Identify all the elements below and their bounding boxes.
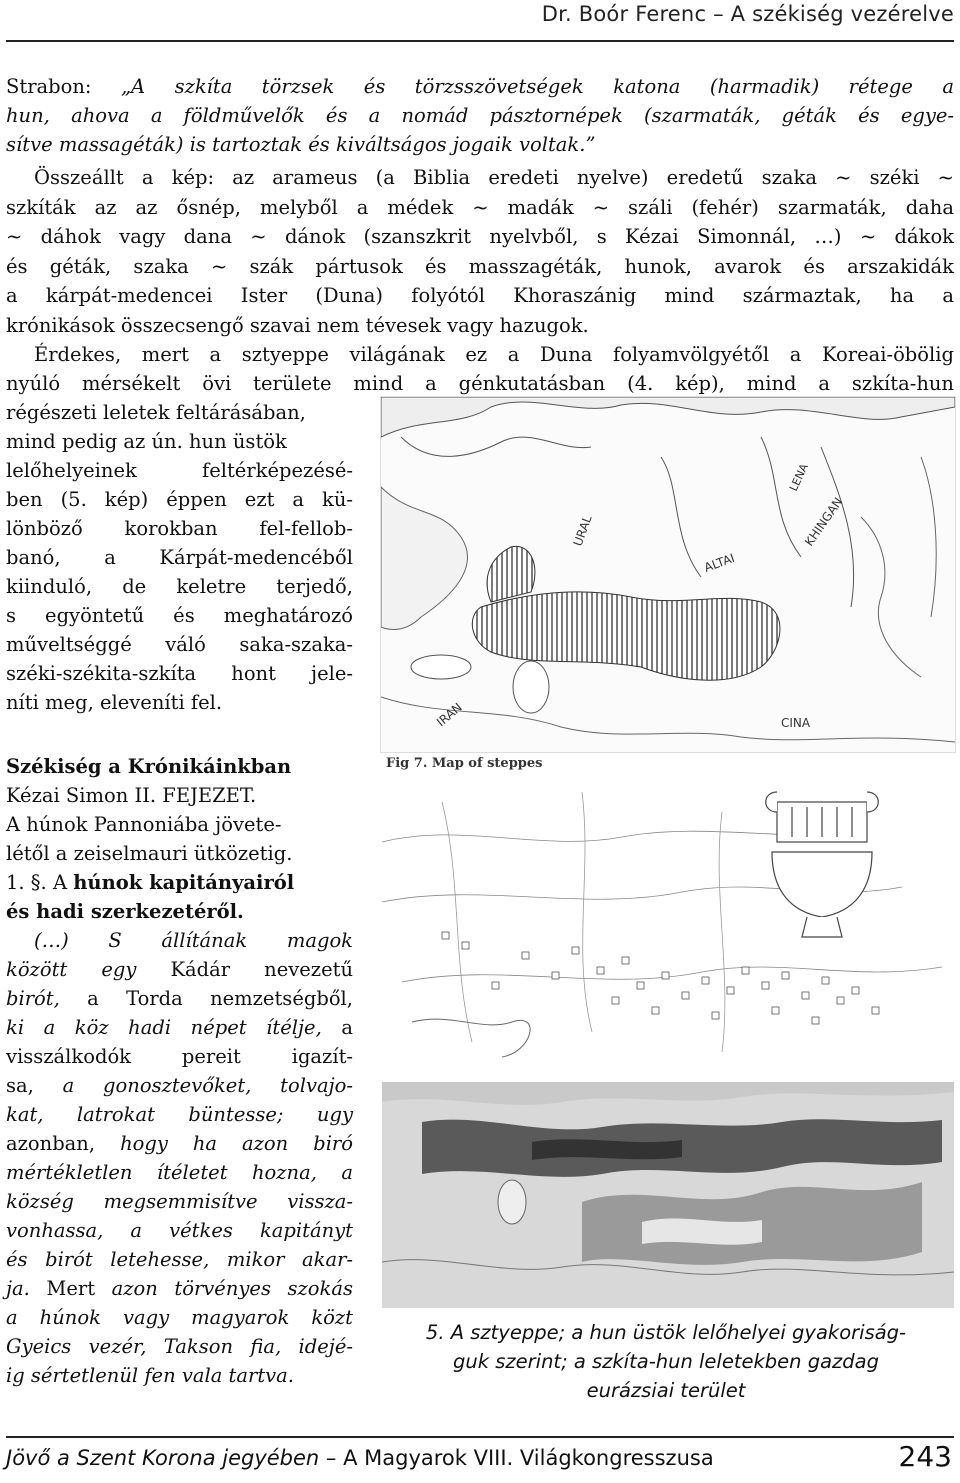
para1-line: Összeállt a kép: az arameus (a Biblia eredeti nyelve) eredetű szaka ~ széki ~ xyxy=(34,166,954,189)
footer-rule xyxy=(6,1436,954,1438)
para2-col-line: mind pedig az ún. hun üstök xyxy=(6,430,287,453)
map-label: KHINGAN xyxy=(801,494,846,549)
footer-separator: – xyxy=(319,1446,344,1470)
steppe-map-drawing xyxy=(381,397,955,752)
intro-line-2: hun, ahova a földművelők és a nomád pásztornépek (szarmaták, géták és egye- xyxy=(6,104,954,127)
intro-line-1 xyxy=(6,72,954,101)
chronicle-quote-line: vonhassa, a vétkes kapitányt xyxy=(6,1219,353,1242)
chronicle-quote-line: azonban, hogy ha azon biró xyxy=(6,1132,353,1155)
footer-text xyxy=(6,1446,714,1470)
map-label: URAL xyxy=(570,513,595,549)
section-number: 1. §. A xyxy=(6,871,74,894)
chronicle-section xyxy=(6,752,353,1390)
chronicle-quote-line: kat, latrokat büntesse; ugy xyxy=(6,1103,353,1126)
figure-5-caption-line: guk szerint; a szkíta-hun leletekben gazdag xyxy=(453,1350,879,1373)
map-label: LENA xyxy=(786,461,811,494)
intro-line-3: sítve massagéták) is tartoztak és kiváltságos jogaik voltak.” xyxy=(6,133,596,156)
chronicle-quote-line: (…) S állítának magok xyxy=(34,929,353,952)
steppe-cauldron-figure xyxy=(382,782,954,1308)
map-label: CINA xyxy=(781,716,811,730)
footer-event: A Magyarok VIII. Világkongresszusa xyxy=(343,1446,714,1470)
intro-label: Strabon: xyxy=(6,75,121,98)
chronicle-section-title xyxy=(6,868,353,897)
para2-col-line: s egyöntetű és meghatározó xyxy=(6,604,353,627)
chronicle-heading: Székiség a Krónikáinkban xyxy=(6,755,292,778)
chronicle-quote-line: ig sértetlenül fen vala tartva. xyxy=(6,1364,295,1387)
chronicle-quote-line: között egy Kádár nevezetű xyxy=(6,958,353,981)
para2-col-line: régészeti leletek feltárásában, xyxy=(6,401,306,424)
para2-col-line: ben (5. kép) éppen ezt a kü- xyxy=(6,488,353,511)
chronicle-quote-line: mértékletlen ítéletet hozna, a xyxy=(6,1161,353,1184)
map-label: IRAN xyxy=(433,700,465,730)
para2-line: nyúló mérsékelt övi területe mind a génkutatásban (4. kép), mind a szkíta-hun xyxy=(6,372,954,395)
para1-line: és géták, szaka ~ szák pártusok és masszagéták, hunok, avarok és arszakidák xyxy=(6,255,954,278)
para2-col-line: lönböző korokban fel-fellob- xyxy=(6,517,353,540)
intro-quote-start: „A szkíta törzsek és törzsszövetségek katona (harmadik) rétege a xyxy=(120,75,954,98)
cauldron-map-drawing xyxy=(382,782,954,1308)
para1-line: ~ dáhok vagy dana ~ dánok (szanszkrit nyelvből, s Kézai Simonnál, …) ~ dákok xyxy=(6,225,954,248)
chronicle-quote-line: ki a köz hadi népet ítélje, a xyxy=(6,1016,353,1039)
chronicle-quote-line: a húnok vagy magyarok közt xyxy=(6,1306,353,1329)
map-label: ALTAI xyxy=(702,550,737,575)
page-number: 243 xyxy=(898,1440,952,1473)
chronicle-quote-line: ja. Mert azon törvényes szokás xyxy=(6,1277,353,1300)
para1-line: a kárpát-medencei Ister (Duna) folyótól Khoraszánig mind származtak, ha a xyxy=(6,284,954,307)
chronicle-subtitle: A húnok Pannoniába jövete- xyxy=(6,813,282,836)
para2-col-line: níti meg, eleveníti fel. xyxy=(6,691,223,714)
footer-title: Jövő a Szent Korona jegyében xyxy=(6,1446,320,1470)
running-header: Dr. Boór Ferenc – A székiség vezérelve xyxy=(541,2,954,26)
chronicle-quote-line: és birót letehesse, mikor akar- xyxy=(6,1248,353,1271)
para1-line: krónikások összecsengő szavai nem tévesek vagy hazugok. xyxy=(6,314,589,337)
para2-column xyxy=(6,398,353,717)
chronicle-quote-line: birót, a Torda nemzetségből, xyxy=(6,987,353,1010)
para2-col-line: banó, a Kárpát-medencéből xyxy=(6,546,353,569)
steppe-map-figure xyxy=(380,396,956,753)
chronicle-quote-line: visszálkodók pereit igazít- xyxy=(6,1045,353,1068)
chronicle-source: Kézai Simon II. FEJEZET. xyxy=(6,784,257,807)
para2-col-line: széki-székita-szkíta hont jele- xyxy=(6,662,353,685)
chronicle-quote-line: sa, a gonosztevőket, tolvajo- xyxy=(6,1074,353,1097)
figure-5-caption-line: 5. A sztyeppe; a hun üstök lelőhelyei gyakoriság- xyxy=(425,1321,907,1344)
para2-col-line: lelőhelyeinek feltérképezésé- xyxy=(6,459,353,482)
chronicle-quote-line: Gyeics vezér, Takson fia, idejé- xyxy=(6,1335,353,1358)
chronicle-quote-line: község megsemmisítve vissza- xyxy=(6,1190,353,1213)
para2-col-line: kiinduló, de keletre terjedő, xyxy=(6,575,353,598)
section-title-bold: húnok kapitányairól xyxy=(73,871,295,894)
para1-line: szkíták az az ősnép, melyből a médek ~ madák ~ száli (fehér) szarmaták, daha xyxy=(6,196,954,219)
header-rule xyxy=(6,40,954,42)
para2-col-line: műveltséggé váló saka-szaka- xyxy=(6,633,353,656)
chronicle-subtitle: létől a zeiselmauri ütközetig. xyxy=(6,842,293,865)
para2-line: Érdekes, mert a sztyeppe világának ez a Duna folyamvölgyétől a Koreai-öbölig xyxy=(34,343,954,366)
figure-7-caption: Fig 7. Map of steppes xyxy=(386,756,543,771)
figure-5-caption-line: eurázsiai terület xyxy=(586,1379,746,1402)
section-title-bold: és hadi szerkezetéről. xyxy=(6,900,244,923)
